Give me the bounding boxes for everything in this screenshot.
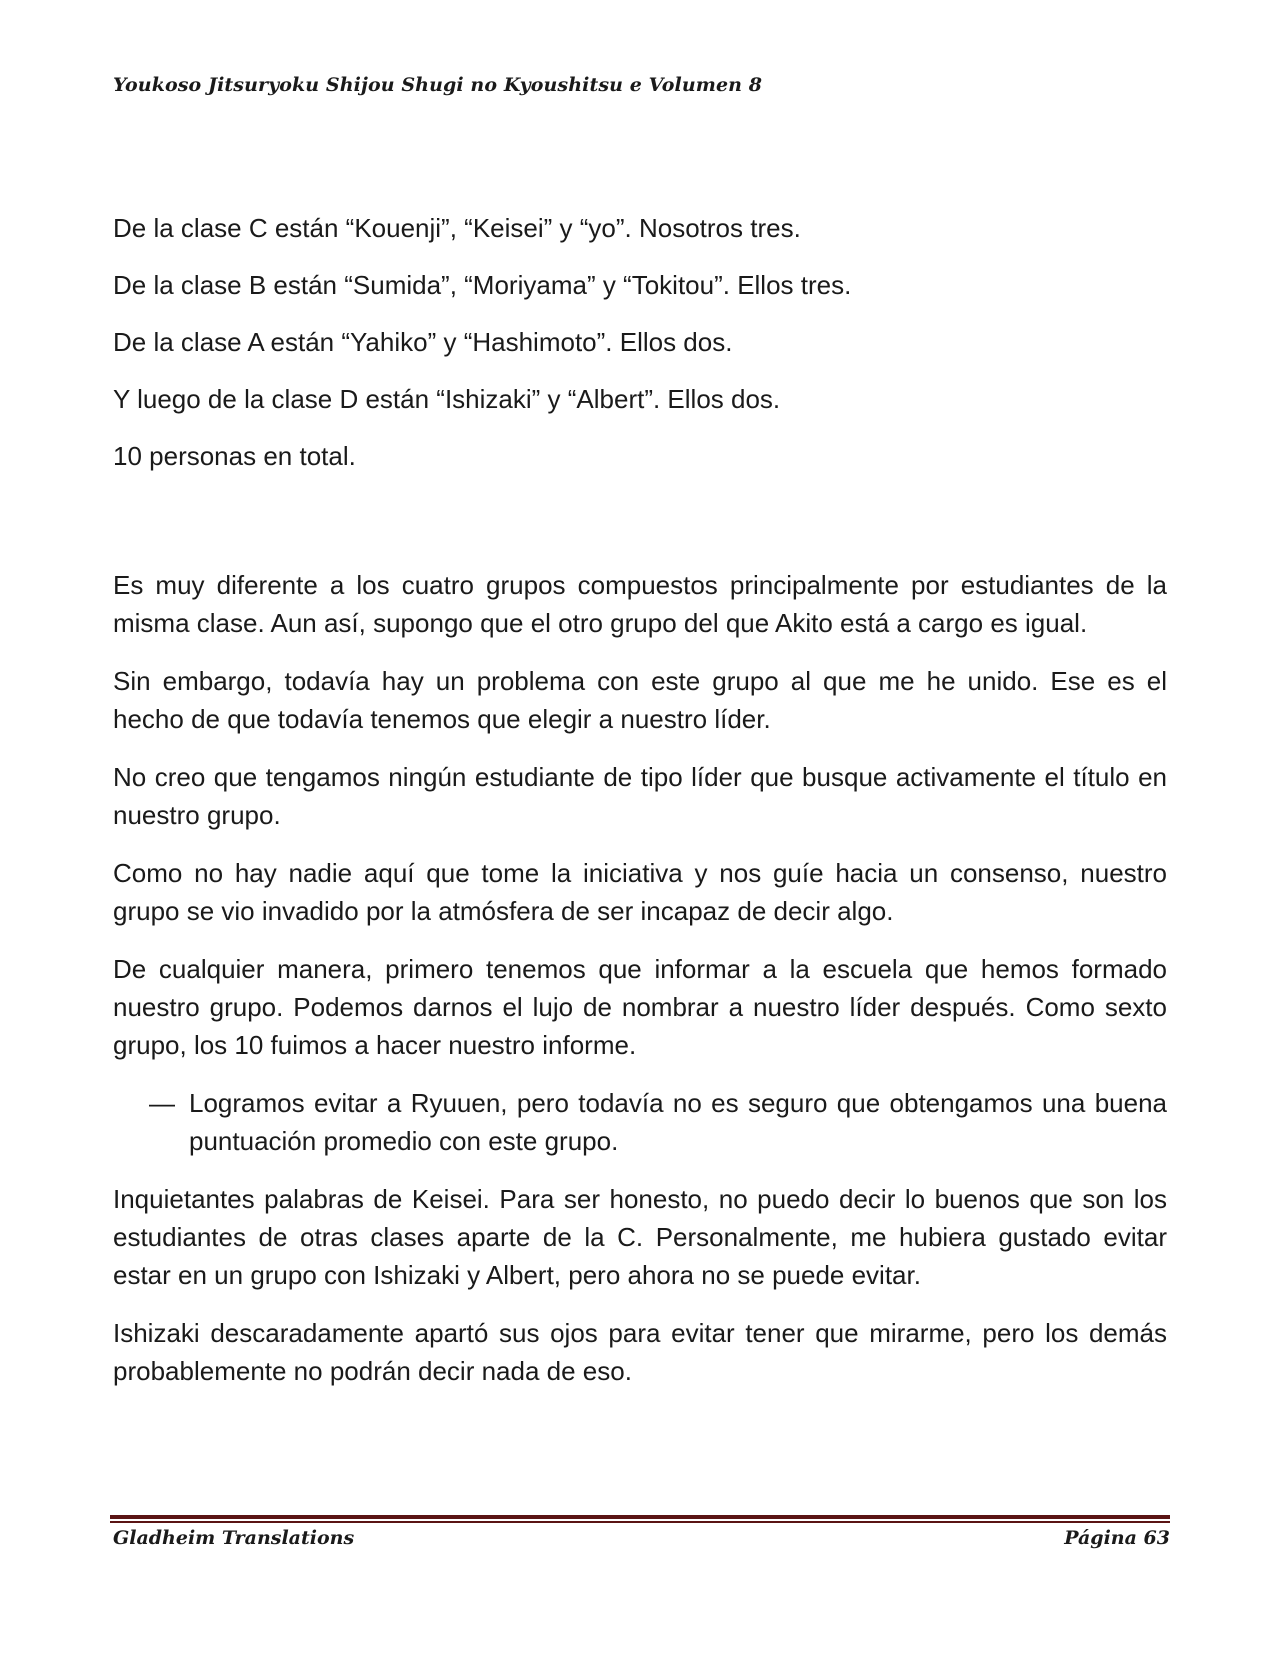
footer-translator-credit: Gladheim Translations [113,1527,355,1549]
roster-block [113,209,1167,475]
roster-total: 10 personas en total. [113,441,356,471]
footer-page-number: Página 63 [1064,1527,1170,1549]
narrative-block [113,566,1167,1390]
roster-line-class-c: De la clase C están “Kouenji”, “Keisei” y “yo”. Nosotros tres. [113,213,801,243]
dialogue-line [113,1084,1167,1160]
paragraph-4: Como no hay nadie aquí que tome la iniciativa y nos guíe hacia un consenso, nuestro grupo se vio invadido por la atmósfera de ser incapaz de decir algo. [113,858,1167,926]
running-header-title: Youkoso Jitsuryoku Shijou Shugi no Kyoushitsu e Volumen 8 [113,74,763,96]
dialogue-dash: — [149,1088,175,1118]
paragraph-3: No creo que tengamos ningún estudiante de tipo líder que busque activamente el título en nuestro grupo. [113,762,1167,830]
footer-divider [110,1515,1170,1523]
dialogue-text: Logramos evitar a Ryuuen, pero todavía no es seguro que obtengamos una buena puntuación promedio con este grupo. [189,1088,1167,1156]
roster-line-class-b: De la clase B están “Sumida”, “Moriyama” y “Tokitou”. Ellos tres. [113,270,852,300]
paragraph-1: Es muy diferente a los cuatro grupos compuestos principalmente por estudiantes de la misma clase. Aun así, supongo que el otro grupo del que Akito está a cargo es igual. [113,570,1167,638]
footer-divider-thin-line [110,1521,1170,1523]
paragraph-7: Ishizaki descaradamente apartó sus ojos para evitar tener que mirarme, pero los demás probablemente no podrán decir nada de eso. [113,1318,1167,1386]
roster-line-class-d: Y luego de la clase D están “Ishizaki” y “Albert”. Ellos dos. [113,384,781,414]
paragraph-5: De cualquier manera, primero tenemos que informar a la escuela que hemos formado nuestro grupo. Podemos darnos el lujo de nombrar a nuestro líder después. Como sexto grupo, los 10 fuimos a hacer nuestro informe. [113,954,1167,1060]
paragraph-2: Sin embargo, todavía hay un problema con este grupo al que me he unido. Ese es el hecho de que todavía tenemos que elegir a nuestro líder. [113,666,1167,734]
paragraph-6: Inquietantes palabras de Keisei. Para ser honesto, no puedo decir lo buenos que son los estudiantes de otras clases aparte de la C. Personalmente, me hubiera gustado evitar estar en un grupo con Ishizaki y Albert, pero ahora no se puede evitar. [113,1184,1167,1290]
roster-line-class-a: De la clase A están “Yahiko” y “Hashimoto”. Ellos dos. [113,327,733,357]
